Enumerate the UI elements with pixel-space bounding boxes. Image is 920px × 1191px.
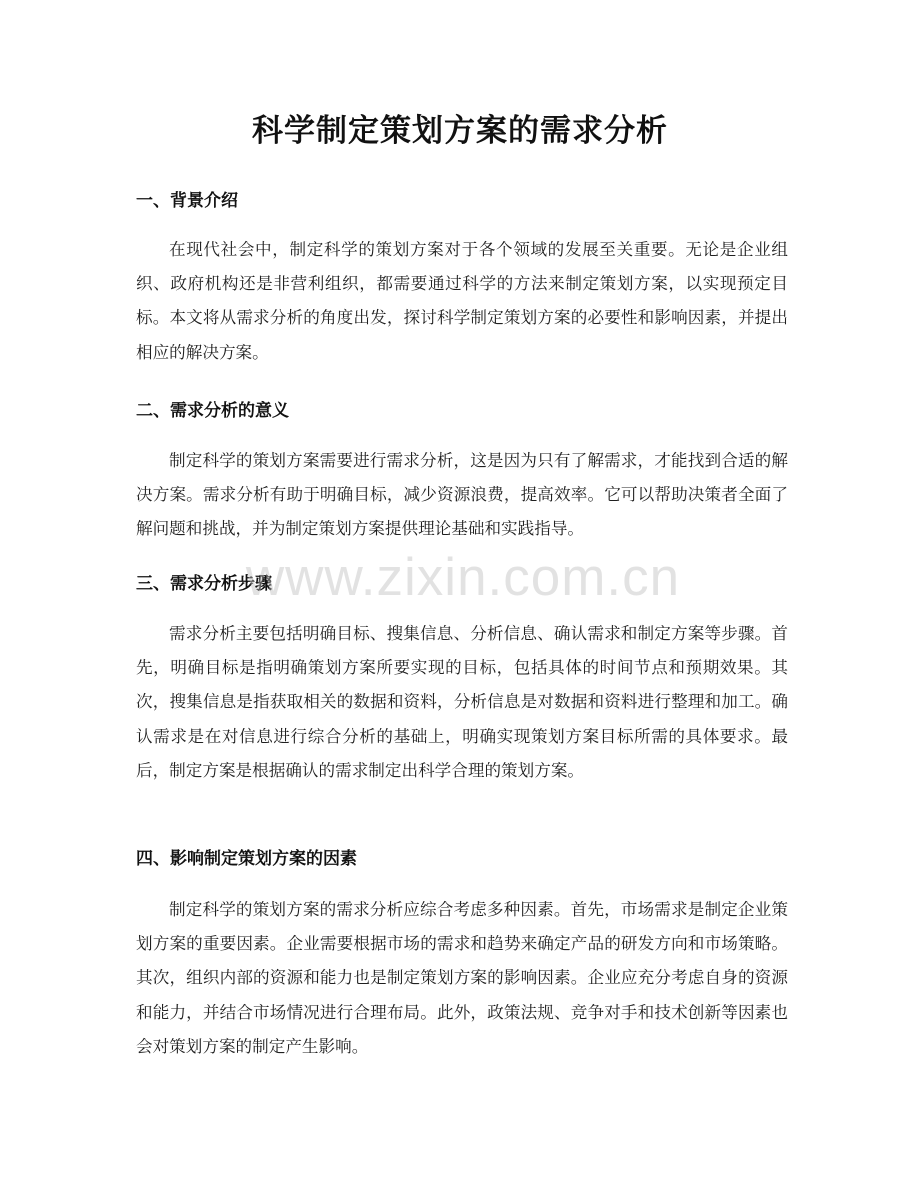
watermark-text: www.zixin.com.cn <box>245 548 681 607</box>
document-title: 科学制定策划方案的需求分析 <box>252 113 668 149</box>
section-paragraph-significance: 制定科学的策划方案需要进行需求分析，这是因为只有了解需求，才能找到合适的解决方案。需求分析有助于明确目标，减少资源浪费，提高效率。它可以帮助决策者全面了解问题和挑战，并为制定策划方案提供理论基础和实践指导。 <box>136 451 788 539</box>
section-paragraph-steps: 需求分析主要包括明确目标、搜集信息、分析信息、确认需求和制定方案等步骤。首先，明确目标是指明确策划方案所要实现的目标，包括具体的时间节点和预期效果。其次，搜集信息是指获取相关的数据和资料，分析信息是对数据和资料进行整理和加工。确认需求是在对信息进行综合分析的基础上，明确实现策划方案目标所需的具体要求。最后，制定方案是根据确认的需求制定出科学合理的策划方案。 <box>136 624 788 780</box>
section-paragraph-factors: 制定科学的策划方案的需求分析应综合考虑多种因素。首先，市场需求是制定企业策划方案的重要因素。企业需要根据市场的需求和趋势来确定产品的研发方向和市场策略。其次，组织内部的资源和能力也是制定策划方案的影响因素。企业应充分考虑自身的资源和能力，并结合市场情况进行合理布局。此外，政策法规、竞争对手和技术创新等因素也会对策划方案的制定产生影响。 <box>136 900 788 1056</box>
section-heading-steps: 三、需求分析步骤 <box>136 574 272 594</box>
section-heading-significance: 二、需求分析的意义 <box>136 401 289 421</box>
section-paragraph-background: 在现代社会中，制定科学的策划方案对于各个领域的发展至关重要。无论是企业组织、政府机构还是非营利组织，都需要通过科学的方法来制定策划方案，以实现预定目标。本文将从需求分析的角度出发，探讨科学制定策划方案的必要性和影响因素，并提出相应的解决方案。 <box>136 240 788 362</box>
section-heading-factors: 四、影响制定策划方案的因素 <box>136 849 357 869</box>
section-heading-background: 一、背景介绍 <box>136 191 238 211</box>
